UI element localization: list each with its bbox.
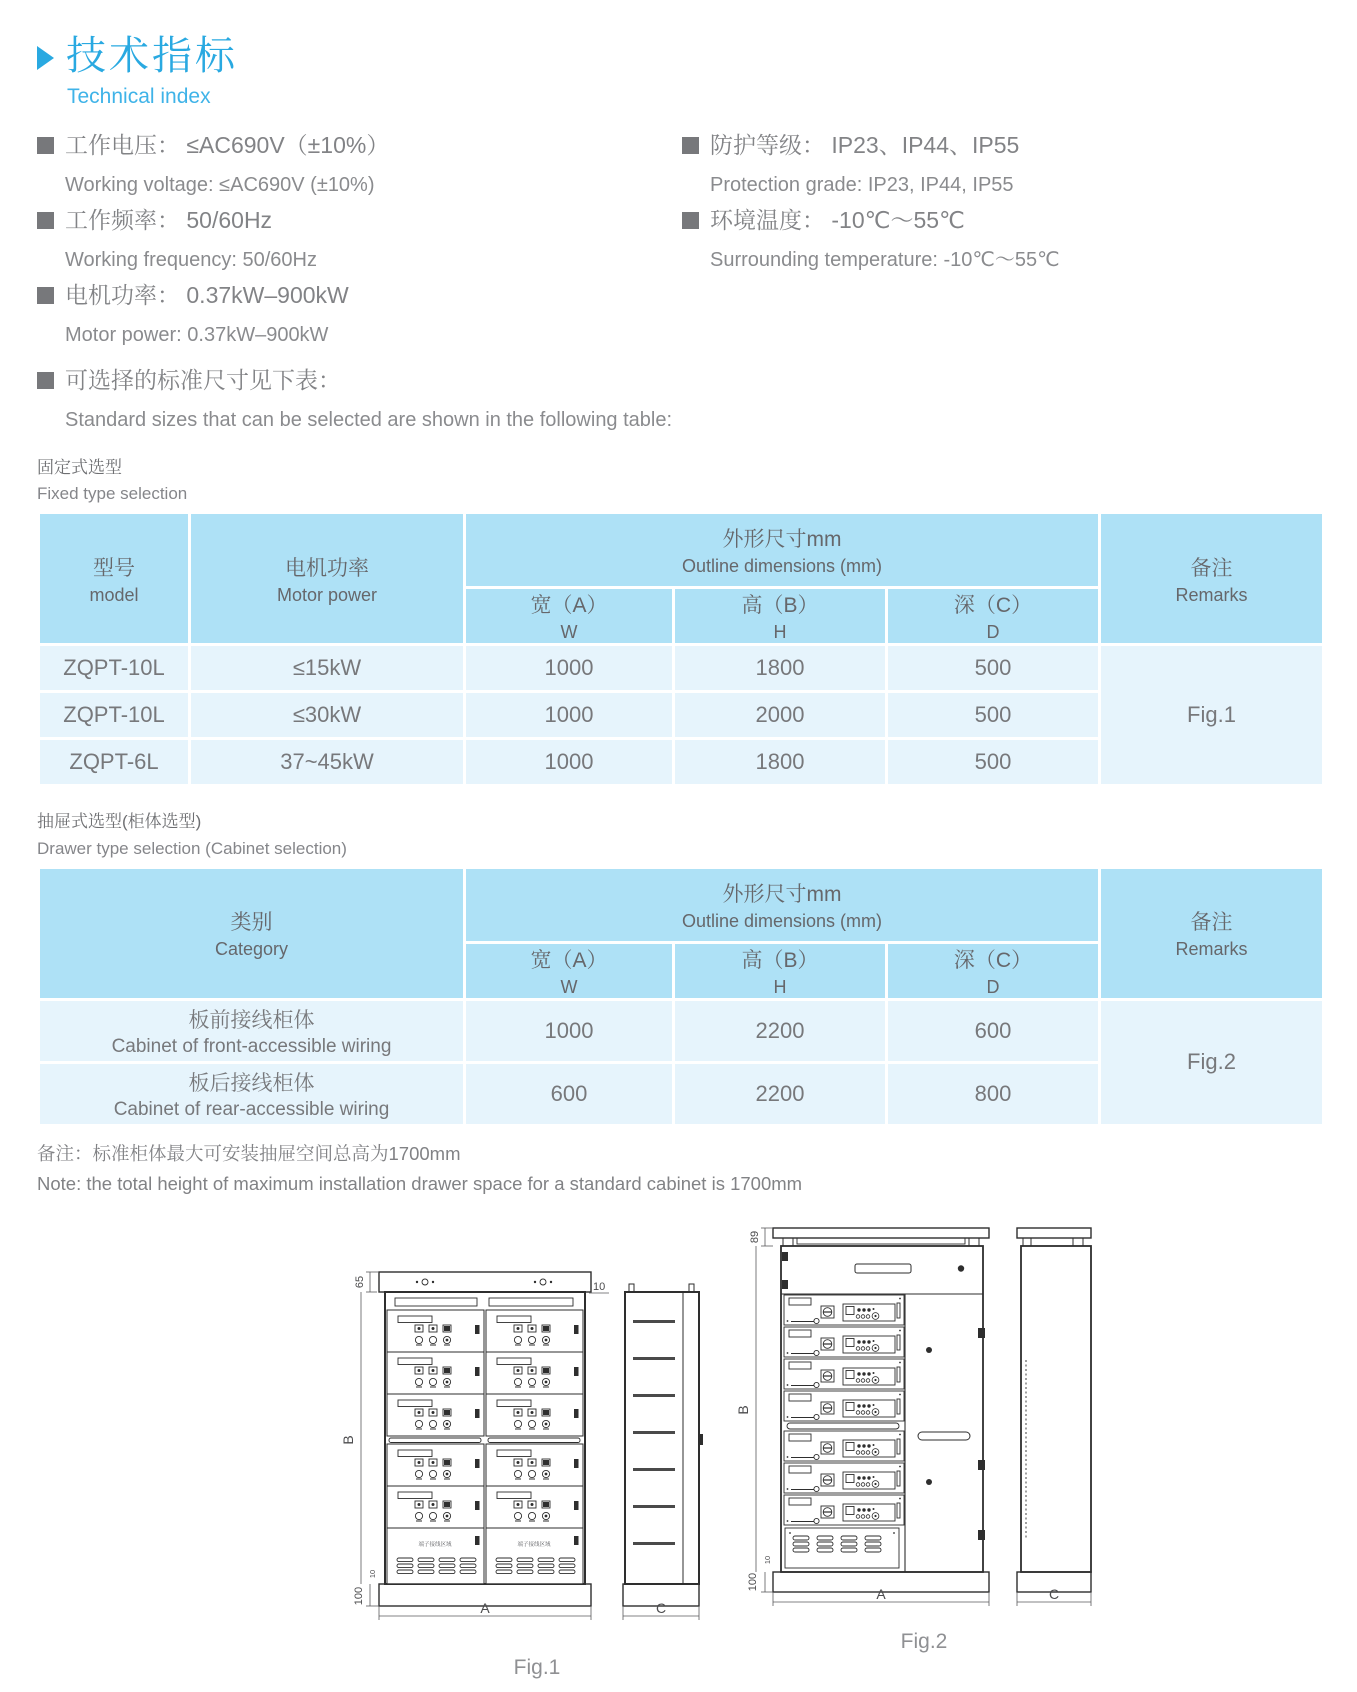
figures-row bbox=[37, 1200, 1325, 1692]
bullet-square-icon bbox=[37, 212, 54, 229]
spec-list bbox=[37, 131, 1325, 356]
table-row bbox=[40, 1001, 1322, 1061]
spec-protection-grade bbox=[682, 131, 1325, 198]
table-cell: 37~45kW bbox=[191, 740, 463, 784]
spec-table-intro bbox=[37, 366, 1325, 433]
fig1-side-view bbox=[623, 1284, 703, 1606]
table-cell: 800 bbox=[888, 1064, 1098, 1124]
table-cell: 1000 bbox=[466, 693, 672, 737]
table-cell: ZQPT-10L bbox=[40, 646, 188, 690]
bullet-square-icon bbox=[37, 137, 54, 154]
fixed-section-zh: 固定式选型 bbox=[37, 457, 122, 477]
spec-zh: 电机功率： 0.37kW–900kW bbox=[65, 281, 349, 308]
table-cell: 1000 bbox=[466, 1001, 672, 1061]
table-cell: 1000 bbox=[466, 740, 672, 784]
col-header-width: 宽（A） W bbox=[466, 589, 672, 643]
table-cell: 1000 bbox=[466, 646, 672, 690]
col-header-width: 宽（A） W bbox=[466, 944, 672, 998]
page-title bbox=[37, 34, 1325, 78]
spec-zh: 工作电压： ≤AC690V（±10%） bbox=[65, 132, 390, 158]
fig1-dim-gap-label: 10 bbox=[368, 1569, 377, 1579]
table-cell: 500 bbox=[888, 646, 1098, 690]
spec-zh: 防护等级： IP23、IP44、IP55 bbox=[710, 132, 1020, 158]
fig1-dim-top-right-label: 10 bbox=[593, 1281, 606, 1294]
fig1-dim-base-label: 100 bbox=[353, 1586, 365, 1606]
figure-2 bbox=[729, 1200, 1109, 1665]
category-cell: 板后接线柜体 Cabinet of rear-accessible wiring bbox=[40, 1064, 463, 1124]
col-header-remarks: 备注 Remarks bbox=[1101, 514, 1322, 643]
drawer-section-label bbox=[37, 809, 1325, 862]
fig1-dim-width-label: A bbox=[480, 1600, 490, 1617]
col-header-outline-dimensions: 外形尺寸mm Outline dimensions (mm) bbox=[466, 514, 1098, 586]
fig2-front-view bbox=[773, 1228, 989, 1592]
drawer-section-zh: 抽屉式选型(柜体选型) bbox=[37, 812, 202, 832]
table-cell: ≤30kW bbox=[191, 693, 463, 737]
fixed-section-label bbox=[37, 455, 1325, 508]
col-header-remarks: 备注 Remarks bbox=[1101, 869, 1322, 998]
spec-en: Protection grade: IP23, IP44, IP55 bbox=[710, 173, 1014, 196]
fig1-dim-depth-label: C bbox=[655, 1600, 667, 1617]
table-cell: 2000 bbox=[675, 693, 885, 737]
spec-column-right bbox=[682, 131, 1325, 356]
fixed-type-table bbox=[37, 511, 1325, 787]
fig2-side-view bbox=[1017, 1228, 1091, 1592]
spec-working-frequency bbox=[37, 206, 682, 273]
table-cell: 500 bbox=[888, 693, 1098, 737]
spec-zh: 环境温度： -10℃～55℃ bbox=[710, 206, 965, 233]
spec-zh: 工作频率： 50/60Hz bbox=[65, 206, 273, 233]
fig1-caption: Fig.1 bbox=[513, 1656, 561, 1680]
col-header-category: 类别 Category bbox=[40, 869, 463, 998]
fig2-dim-top-label: 89 bbox=[749, 1231, 761, 1244]
col-header-model: 型号 model bbox=[40, 514, 188, 643]
fig1-dim-height-label: B bbox=[340, 1435, 356, 1445]
spec-zh: 可选择的标准尺寸见下表： bbox=[65, 366, 341, 393]
bullet-square-icon bbox=[37, 287, 54, 304]
spec-en: Standard sizes that can be selected are shown in the following table: bbox=[65, 408, 673, 431]
table-cell: 2200 bbox=[675, 1001, 885, 1061]
table-cell: ≤15kW bbox=[191, 646, 463, 690]
fig2-dim-height-label: B bbox=[735, 1405, 751, 1415]
table-cell: ZQPT-10L bbox=[40, 693, 188, 737]
col-header-depth: 深（C） D bbox=[888, 944, 1098, 998]
bullet-square-icon bbox=[682, 212, 699, 229]
spec-motor-power bbox=[37, 281, 682, 348]
fig1-dim-top-label: 65 bbox=[354, 1276, 366, 1289]
fixed-section-en: Fixed type selection bbox=[37, 483, 188, 503]
table-cell: 600 bbox=[466, 1064, 672, 1124]
remarks-cell: Fig.1 bbox=[1101, 646, 1322, 784]
fig2-drawing bbox=[729, 1200, 1109, 1660]
table-cell: 1800 bbox=[675, 740, 885, 784]
spec-en: Working frequency: 50/60Hz bbox=[65, 248, 317, 271]
category-cell: 板前接线柜体 Cabinet of front-accessible wiring bbox=[40, 1001, 463, 1061]
drawer-type-table bbox=[37, 866, 1325, 1127]
col-header-height: 高（B） H bbox=[675, 589, 885, 643]
bullet-square-icon bbox=[37, 372, 54, 389]
spec-en: Surrounding temperature: -10℃～55℃ bbox=[710, 248, 1060, 271]
fig2-dim-width-label: A bbox=[876, 1586, 886, 1603]
figure-1 bbox=[337, 1242, 717, 1692]
fig1-front-view bbox=[379, 1272, 591, 1606]
col-header-height: 高（B） H bbox=[675, 944, 885, 998]
col-header-outline-dimensions: 外形尺寸mm Outline dimensions (mm) bbox=[466, 869, 1098, 941]
fig2-caption: Fig.2 bbox=[900, 1630, 948, 1654]
table-cell: ZQPT-6L bbox=[40, 740, 188, 784]
table-note-zh: 备注：标准柜体最大可安装抽屉空间总高为1700mm bbox=[37, 1142, 461, 1164]
table-row bbox=[40, 646, 1322, 690]
table-cell: 600 bbox=[888, 1001, 1098, 1061]
col-header-depth: 深（C） D bbox=[888, 589, 1098, 643]
fig1-drawing: 端子接线区域 65 B 10 100 10 A C Fig.1 bbox=[337, 1242, 717, 1687]
drawer-section-en: Drawer type selection (Cabinet selection) bbox=[37, 838, 347, 858]
table-note-en: Note: the total height of maximum installation drawer space for a standard cabinet is 1700mm bbox=[37, 1172, 803, 1194]
fig2-dim-depth-label: C bbox=[1048, 1586, 1060, 1603]
fig2-door-panel bbox=[918, 1328, 985, 1540]
bullet-square-icon bbox=[682, 137, 699, 154]
fig2-dim-base-label: 100 bbox=[747, 1572, 759, 1592]
spec-surrounding-temperature bbox=[682, 206, 1325, 273]
table-cell: 1800 bbox=[675, 646, 885, 690]
spec-en: Motor power: 0.37kW–900kW bbox=[65, 323, 329, 346]
section-arrow-icon bbox=[37, 46, 54, 70]
page-title-en: Technical index bbox=[67, 85, 211, 108]
table-cell: 500 bbox=[888, 740, 1098, 784]
remarks-cell: Fig.2 bbox=[1101, 1001, 1322, 1124]
col-header-motor-power: 电机功率 Motor power bbox=[191, 514, 463, 643]
table-note bbox=[37, 1139, 1325, 1198]
fig2-vent-panel bbox=[785, 1528, 899, 1568]
page-title-zh: 技术指标 bbox=[66, 34, 238, 78]
spec-column-left bbox=[37, 131, 682, 356]
fig2-dim-gap-label: 10 bbox=[763, 1555, 772, 1565]
table-cell: 2200 bbox=[675, 1064, 885, 1124]
spec-working-voltage bbox=[37, 131, 682, 198]
spec-en: Working voltage: ≤AC690V (±10%) bbox=[65, 173, 375, 196]
